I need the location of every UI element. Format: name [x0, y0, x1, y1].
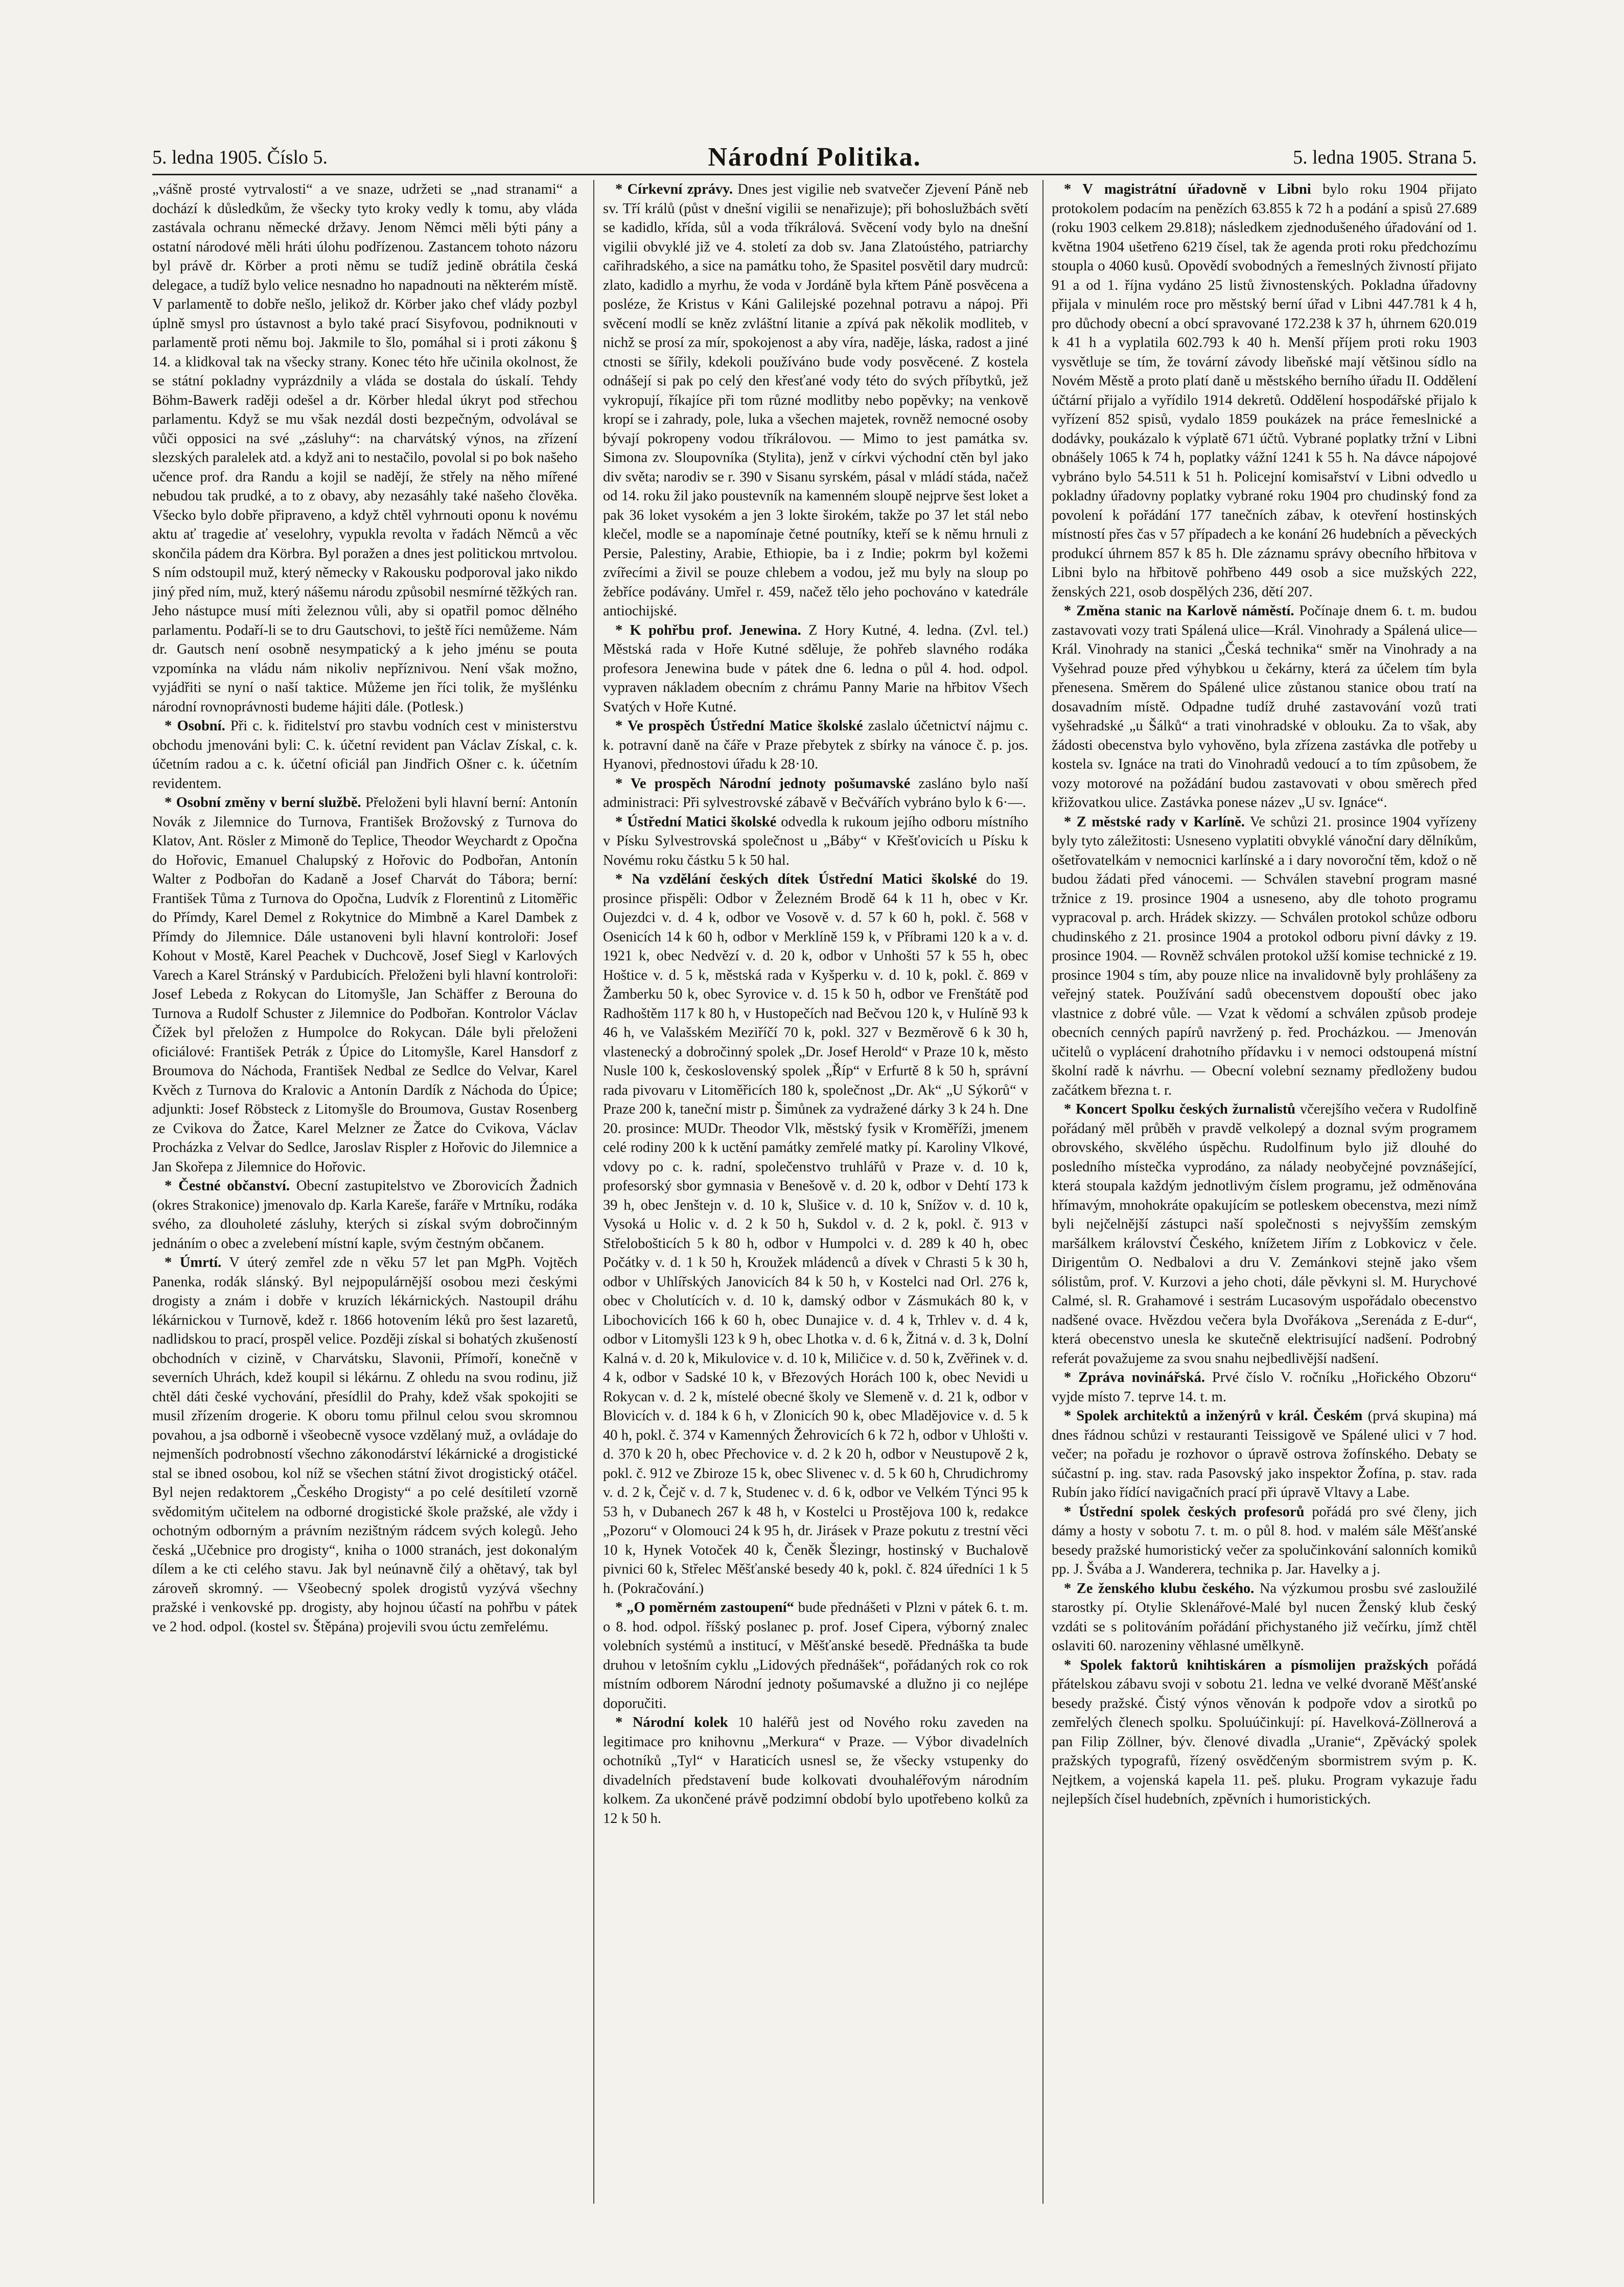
article-headline: * Osobní změny v berní službě. — [165, 795, 361, 811]
article-text: odvedla k rukoum jejího odboru místního v Písku Sylvestrovská společnost u „Báby“ v Křešťovicích u Písku k Novému roku částku 5 k 50 hal. — [603, 814, 1028, 868]
article-paragraph — [1052, 1579, 1477, 1656]
article-paragraph — [603, 1598, 1028, 1713]
article-paragraph — [152, 1176, 577, 1253]
article-text: pořádá přátelskou zábavu svoji v sobotu 21. ledna ve velké dvoraně Měšťanské besedy pražské. Čistý výnos věnován k podpoře vdov a sirotků po zemřelých členech spolku. Spoluúčinkují: pí. Havelková-Zöllnerová a pan Filip Zöllner, býv. členové divadla „Uranie“, Zpěvácký spolek pražských typografů, řízený osvědčeným sbormistrem svým p. K. Nejtkem, a vojenská kapela 11. peš. pluku. Program vykazuje řadu nejlepších čísel hudebních, zpěvních i humoristických. — [1052, 1657, 1477, 1807]
article-text: (prvá skupina) má dnes řádnou schůzi v restauranti Teissigově ve Spálené ulici v 7 hod. večer; na pořadu je rozhovor o úpravě ostrova žofínského. Debaty se súčastní p. ing. stav. rada Pasovský jako inspektor Žofína, p. stav. rada Rubín jako řídící navigačních prací při úpravě Vltavy a Labe. — [1052, 1408, 1477, 1500]
article-headline: * Spolek architektů a inženýrů v král. Českém — [1064, 1408, 1363, 1424]
article-text: Obecní zastupitelstvo ve Zborovicích Žadnich (okres Strakonice) jmenovalo dp. Karla Kareše, faráře v Mrtníku, rodáka svého, za dlouholeté zásluhy, kterých si získal svým dobročinným jednáním o obec a zvelebení místní kaple, svým čestným občanem. — [152, 1178, 577, 1252]
column-2 — [603, 180, 1028, 2199]
article-headline: * „O poměrném zastoupení“ — [615, 1600, 794, 1615]
article-paragraph — [603, 774, 1028, 813]
article-paragraph — [1052, 180, 1477, 602]
article-headline: * V magistrátní úřadovně v Libni — [1064, 181, 1311, 197]
article-paragraph — [603, 180, 1028, 621]
article-paragraph — [603, 870, 1028, 1598]
article-text: zasláno bylo naší administraci: Při sylvestrovské zábavě v Bečvářích vybráno bylo k 6·—. — [603, 775, 1028, 811]
article-headline: * Církevní zprávy. — [615, 181, 733, 197]
header-date-issue: 5. ledna 1905. Číslo 5. — [152, 147, 328, 168]
article-text: Dnes jest vigilie neb svatvečer Zjevení Páně neb sv. Tří králů (půst v dnešní vigilii se nenařizuje); při bohoslužbách světí se kadidlo, křída, sůl a voda tříkrálová. Svěcení vody bylo na dnešní vigilii obvyklé již ve 4. století za dob sv. Jana Zlatoústého, patriarchy cařihradského, a sice na památku toho, že Spasitel posvětil dary mudrců: zlato, kadidlo a myrhu, že voda v Jordáně byla křtem Páně posvěcena a posléze, že Kristus v Káni Galilejské pozehnal potravu a nápoj. Při svěcení modlí se kněz zvláštní litanie a zpívá pak několik modliteb, v nichž se prosí za mír, spokojenost a aby víra, naděje, láska, radost a jiné ctnosti se šířily, kdekoli používáno bude vody posvěcené. Z kostela odnášejí si pak po celý den křesťané vody této do svých příbytků, jež vykropují, říkajíce při tom různé modlitby nebo popěvky; na venkově kropí se i zahrady, pole, luka a všechen majetek, rovněž nemocné osoby bývají pokropeny vodou tříkrálovou. — Mimo to jest památka sv. Simona zv. Sloupovníka (Stylita), jenž v církvi východní ctěn byl jako div světa; narodiv se r. 390 v Sisanu syrském, pásal v mládí stáda, načež od 14. roku žil jako poustevník na kamenném sloupě nejprve šest loket a pak 36 loket vysokém a jen 3 lokte širokém, takže po 37 let stál nebo klečel, modle se a napomínaje četné poutníky, kteří se k němu hrnuli z Persie, Palestiny, Arabie, Ethiopie, ba i z Indie; pokrm byl kožemi zvířecími a živil se pouze chlebem a vodou, jež mu byly na sloup po žebříce podávány. Umřel r. 459, načež tělo jeho pochováno v katedrále antiochijské. — [603, 181, 1028, 619]
article-text: Počínaje dnem 6. t. m. budou zastavovati vozy trati Spálená ulice—Král. Vinohrady a Spálená ulice—Král. Vinohrady na stanici „Česká technika“ směr na Vinohrady a na Vyšehrad pouze před výhybkou u čekárny, která za účelem tím byla přenesena. Směrem do Spálené ulice zůstanou stanice obou tratí na dosavadním místě. Odpadne tudíž druhé zastavování vozů trati vyšehradské „u Šálků“ a trati vinohradské v oblouku. Za to však, aby žádosti obecenstva bylo vyhověno, byla zřízena zastávka dle potřeby u kostela sv. Ignáce na trati do Vinohradů vedoucí a to tím způsobem, že vozy motorové na požádání budou zastavovati v obou směrech před křižovatkou ulice. Zastávka ponese název „U sv. Ignáce“. — [1052, 603, 1477, 811]
article-paragraph — [1052, 1503, 1477, 1579]
article-text: Na výzkumou prosbu své zasloužilé starostky pí. Otylie Sklenářové-Malé byl nucen Ženský klub český vzdáti se s politováním pořádání přichystaného již večírku, jímž chtěl oslaviti 60. narozeniny věhlasné umělkyně. — [1052, 1580, 1477, 1654]
article-paragraph — [603, 813, 1028, 870]
article-paragraph — [152, 180, 577, 717]
article-headline: * K pohřbu prof. Jenewina. — [615, 622, 801, 638]
article-headline: * Čestné občanství. — [165, 1178, 290, 1194]
article-paragraph — [1052, 1100, 1477, 1368]
newspaper-title: Národní Politika. — [708, 143, 921, 172]
article-text: bylo roku 1904 přijato protokolem podacím na penězích 63.855 k 72 h a podání a spisů 27.689 (roku 1903 celkem 29.818); následkem zjednodušeného úřadování od 1. května 1904 ušetřeno 6219 čísel, tak že agenda proti roku předchozímu stoupla o 4060 kusů. Opovědí svobodných a řemeslných živností přijato 91 a od 1. října vydáno 25 listů živnostenských. Pokladna úřadovny přijala v minulém roce pro městský berní úřad v Libni 447.781 k 4 h, pro důchody obecní a obcí spravované 172.238 k 37 h, úhrnem 620.019 k 41 h a vyplatila 602.793 k 40 h. Menší příjem proti roku 1903 vysvětluje se tím, že tovární závody libeňské mají většinou sídlo na Novém Městě a proto platí daně u městského berního úřadu II. Oddělení účtární přijalo a vyřídilo 1914 dekretů. Oddělení hospodářské přijalo k vyřízení 852 spisů, vydalo 1859 poukázek na práce řemeslnické a dodávky, poukázalo k výplatě 671 účtů. Vybrané poplatky tržní v Libni obnášely 1065 k 74 h, poplatky vážní 1241 k 55 h. Na dávce nápojové vybráno bylo 54.511 k 51 h. Policejní komisařství v Libni odvedlo u pokladny úřadovny poplatky vybrané roku 1904 pro chudinský fond za povolení k pořádání 177 tanečních zábav, k otevření hostinských místností přes čas v 57 případech a ke konání 26 hudebních a pěveckých produkcí úhrnem 857 k 85 h. Dle záznamu správy obecního hřbitova v Libni bylo na hřbitově pohřbeno 449 osob a sice mužských 222, ženských 221, osob dospělých 236, dětí 207. — [1052, 181, 1477, 600]
article-text: Z Hory Kutné, 4. ledna. (Zvl. tel.) Městská rada v Hoře Kutné sděluje, že pohřeb slavného rodáka profesora Jenewina bude v pátek dne 6. ledna o půl 4. hod. odpol. vypraven nákladem obecním z chrámu Panny Marie na hřbitov Všech Svatých v Hoře Kutné. — [603, 622, 1028, 715]
column-1 — [152, 180, 577, 2199]
article-text: bude přednášeti v Plzni v pátek 6. t. m. o 8. hod. odpol. říšský poslanec p. prof. Josef Cipera, výborný znalec volebních systémů a institucí, v Měšťanské besedě. Přednáška ta bude druhou v letošním cyklu „Lidových přednášek“, pořádaných rok co rok místním odborem Národní jednoty pošumavské a dlužno ji co nejlépe doporučiti. — [603, 1600, 1028, 1712]
article-paragraph — [603, 717, 1028, 774]
column-divider — [1042, 180, 1043, 2204]
article-paragraph — [1052, 1368, 1477, 1406]
article-headline: * Spolek faktorů knihtiskáren a písmolijen pražských — [1064, 1657, 1429, 1673]
article-headline: * Národní kolek — [615, 1715, 728, 1730]
article-text: Při c. k. řiditelství pro stavbu vodních cest v ministerstvu obchodu jmenováni byli: C. k. účetní revident pan Václav Získal, c. k. účetním radou a c. k. účetní oficiál pan Jindřich Ošner c. k. účetním revidentem. — [152, 718, 577, 792]
article-headline: * Ústřední spolek českých profesorů — [1064, 1504, 1305, 1520]
article-paragraph — [1052, 1656, 1477, 1809]
article-text: Přeloženi byli hlavní berní: Antonín Novák z Jilemnice do Turnova, František Brožovský z Turnova do Klatov, Ant. Rösler z Mimoně do Teplice, Theodor Weychardt z Opočna do Hořovic, Emanuel Chalupský z Hořovic do Podbořan, Antonín Walter z Podbořan do Kadaně a Josef Charvát do Tábora; berní: František Tůma z Turnova do Opočna, Ludvík z Florentinů z Litoměřic do Přímdy, Karel Demel z Rokytnice do Mimbně a Karel Dambek z Přímdy do Jilemnice. Dále ustanoveni byli hlavní kontroloři: Josef Kohout v Mostě, Karel Peachek v Duchcově, Josef Siegl v Karlových Varech a Karel Stránský v Pardubicích. Přeloženi byli hlavní kontroloři: Josef Lebeda z Rokycan do Litomyšle, Jan Schäffer z Berouna do Turnova a Rudolf Schuster z Jilemnice do Podbořan. Kontrolor Václav Čížek byl přeložen z Humpolce do Rokycan. Dále byli přeloženi oficiálové: František Petrák z Úpice do Litomyšle, Karel Hansdorf z Broumova do Náchoda, František Nedbal ze Sedlce do Velvar, Karel Kvěch z Turnova do Kralovic a Antonín Dardík z Náchoda do Úpice; adjunkti: Josef Röbsteck z Litomyšle do Broumova, Gustav Rosenberg ze Cvikova do Žatce, Karel Melzner ze Žatce do Cvikova, Václav Procházka z Velvar do Sedlce, Jaroslav Rispler z Hořovic do Jilemnice a Jan Skořepa z Jilemnice do Hořovic. — [152, 795, 577, 1175]
column-3 — [1052, 180, 1477, 2199]
article-headline: * Ústřední Matici školské — [615, 814, 777, 830]
article-headline: * Osobní. — [165, 718, 225, 734]
article-text: 10 haléřů jest od Nového roku zaveden na legitimace pro knihovnu „Merkura“ v Praze. — Výbor divadelních ochotníků „Tyl“ v Haraticích usnesl se, že všecky vstupenky do divadelních představení bude kolkovati dvouhaléřovým národním kolkem. Za ukončené právě podzimní období bylo upotřebeno kolků za 12 k 50 h. — [603, 1715, 1028, 1827]
article-paragraph — [152, 793, 577, 1176]
article-paragraph — [603, 1713, 1028, 1828]
article-paragraph — [603, 621, 1028, 717]
article-paragraph — [1052, 1406, 1477, 1503]
article-headline: * Z městské rady v Karlíně. — [1064, 814, 1245, 830]
article-text: Prvé číslo V. ročníku „Hořického Obzoru“ vyjde místo 7. teprve 14. t. m. — [1052, 1370, 1477, 1405]
article-paragraph — [1052, 813, 1477, 1100]
article-headline: * Na vzdělání českých dítek Ústřední Matici školské — [615, 871, 977, 887]
article-headline: * Zpráva novinářská. — [1064, 1370, 1205, 1385]
article-text: V úterý zemřel zde n věku 57 let pan MgPh. Vojtěch Panenka, rodák slánský. Byl nejpopulárnější osobou mezi českými drogisty a znám i dobře v kruzích lékárnických. Nastoupil dráhu lékárnickou v Turnově, kdež r. 1866 hotovením léků pro šest lazaretů, nadlidskou to prací, prospěl velice. Později získal si bohatých zkušeností obchodních v cizině, v Charvátsku, Slavonii, Přímoří, konečně v severních Uhrách, kdež koupil si lékárnu. Z ohledu na svou rodinu, již chtěl dáti české vychování, přesídlil do Prahy, kdež však spokojiti se musil zřízením drogerie. K oboru tomu přilnul celou svou skromnou povahou, a jsa odborně i všeobecně vysoce vzdělaný muž, a ovládaje do nejmenších podrobností všechno zákonodárství lékárnické a drogistické stal se ibned osobou, kol níž se všechen státní život drogistický otáčel. Byl nejen redaktorem „Českého Drogisty“ a po celé desítiletí vzorně svědomitým učitelem na odborné drogistické škole pražské, ale vždy i ochotným odborným a právním nezištným rádcem svých kolegů. Jeho česká „Učebnice pro drogisty“, kniha o 1000 stranách, jest dokonalým dílem a ke cti celého stavu. Jak byl neúnavně čilý a ohětavý, tak byl zároveň skromný. — Všeobecný spolek drogistů vyzývá všechny pražské i venkovské pp. drogisty, aby hojnou účastí na pohřbu v pátek ve 2 hod. odpol. (kostel sv. Štěpána) projevili svou úctu zemřelému. — [152, 1255, 577, 1635]
article-headline: * Změna stanic na Karlově náměstí. — [1064, 603, 1294, 619]
article-headline: * Úmrtí. — [165, 1255, 222, 1270]
column-divider — [593, 180, 594, 2204]
article-text: pořádá pro své členy, jich dámy a hosty v sobotu 7. t. m. o půl 8. hod. v malém sále Měšťanské besedy pražské humoristický večer za spolučinkování salonních komiků pp. J. Švába a J. Wanderera, technika p. Jar. Havelky a j. — [1052, 1504, 1477, 1577]
article-text: zaslalo účetnictví nájmu c. k. potravní daně na čáře v Praze přebytek z sbírky na vánoce č. p. jos. Hyanovi, přednostovi úřadu k 28·10. — [603, 718, 1028, 772]
article-text: „vášně prosté vytrvalosti“ a ve snaze, udržeti se „nad stranami“ a dochází k důsledkům, že všecky tyto kroky vedly k tomu, aby vláda zastávala ochranu německé državy. Jenom Němci měli býti pány a ostatní národové měli hráti úlohu podřízenou. Zastancem tohoto názoru byl právě dr. Körber a proti němu se tudíž jedině obrátila česká delegace, a tudíž bylo velice nesnadno ho napadnouti na některém místě. V parlamentě to dobře nešlo, jelikož dr. Körber jako chef vlády pozbyl úplně smysl pro ústavnost a bylo také prací Sisyfovou, podniknouti v parlamentě proti němu boj. Jakmile to šlo, pomáhal si i proti zákonu § 14. a klidkoval tak na všecky strany. Konec této hře učinila okolnost, že se státní pokladny vyprázdnily a vláda se dostala do úskalí. Tehdy Böhm-Bawerk raději odešel a dr. Körber hledal úkryt pod střechou parlamentu. Když se mu však nezdál dosti bezpečným, odvolával se vůči opposici na své „zásluhy“: na charvátský výnos, na zřízení slezských paralelek atd. a když ani to nestačilo, povolal si po bok našeho učence prof. dra Randu a kojil se nadějí, že střely na něho mířené nebudou tak prudké, a to z obavy, aby nezasáhly také našeho člověka. Všecko bylo dobře připraveno, a když chtěl vyhrnouti oponu k novému aktu ať tragedie ať veselohry, vypukla revolta v řadách Němců a věc skončila pádem dra Körbra. Byl poražen a dnes jest politickou mrtvolou. S ním odstoupil muž, který německy v Rakousku podporoval jako nikdo jiný před ním, muž, který nášemu národu způsobil nesmírné těžkých ran. Jeho nástupce musí míti železnou vůli, aby si opatřil pomoc dělného parlamentu. Podaří-li se to dru Gautschovi, to ještě říci nemůžeme. Nám dr. Gautsch není osobně nesympatický a k jeho jménu se pouta vzpomínka na vládu nám nikoliv nepříznivou. Není však možno, vyjádřiti se nyní o naší taktice. Můžeme jen říci tolik, že myšlénku národní rovnoprávnosti budeme hájiti dále. (Potlesk.) — [152, 181, 577, 715]
article-paragraph — [152, 1253, 577, 1636]
header-rule — [152, 174, 1477, 175]
header-date-page: 5. ledna 1905. Strana 5. — [1293, 147, 1477, 168]
article-paragraph — [152, 717, 577, 793]
page-header — [152, 142, 1477, 172]
article-text: Ve schůzi 21. prosince 1904 vyřízeny byly tyto záležitosti: Usneseno vyplatiti obvyklé vánoční dary dělníkům, ošetřovatelkám v nemocnici karlínské a i dary novoroční těm, kdož o ně budou žádati před vánocemi. — Schválen stavební program masné tržnice z 19. prosince 1904 a usneseno, aby dle tohoto programu vypracoval p. arch. Hrádek skizzy. — Schválen protokol schůze odboru chudinského z 21. prosince 1904 a protokol odboru pivní dávky z 19. prosince 1904. — Rovněž schválen protokol užší komise technické z 19. prosince 1904 s tím, aby pouze nlice na invalidovně byly prohlášeny za veřejný statek. Používání sadů obecenstvem dopouští obec jako vlastnice z dobré vůle. — Vzat k vědomí a schválen způsob prodeje obecních cenných papírů navržený p. řed. Procházkou. — Jmenován učitelů o vyplácení drahotního přídavku i v nemoci odstoupená místní školní radě k návrhu. — Obecní volební seznamy předloženy budou začátkem března t. r. — [1052, 814, 1477, 1098]
article-paragraph — [1052, 602, 1477, 813]
article-text: včerejšího večera v Rudolfině pořádaný měl průběh v pravdě velkolepý a doznal svým programem obrovského, skvělého úspěchu. Rudolfinum bylo již dlouhé do posledního místečka vyprodáno, za nálady neobyčejné povznášející, která stoupala každým jednotlivým číslem programu, jež odměnována hřímavým, mnohokráte opakujícím se potleskem obecenstva, mezi nímž byli nejčelnější zástupci naší společnosti s nejvyšším zemským maršálkem království Českého, knížetem Jiřím z Lobkovicz v čele. Dirigentům O. Nedbalovi a dru V. Zemánkovi stejně jako všem sólistům, prof. V. Kurzovi a jeho choti, dále pěvkyni sl. M. Hurychové Calmé, sl. R. Grahamové i sestrám Lucasovým uspořádalo obecenstvo nadšené ovace. Hvězdou večera byla Dvořákova „Serenáda z E-dur“, která obecenstvo unesla ke skutečně elektrisující nadšení. Podrobný referát považujeme za svou snahu nejbedlivější nadšení. — [1052, 1101, 1477, 1367]
article-headline: * Ze ženského klubu českého. — [1064, 1580, 1255, 1597]
article-headline: * Ve prospěch Ústřední Matice školské — [615, 718, 863, 734]
article-headline: * Ve prospěch Národní jednoty pošumavské — [615, 775, 911, 792]
article-headline: * Koncert Spolku českých žurnalistů — [1064, 1101, 1296, 1117]
article-text: do 19. prosince přispěli: Odbor v Železném Brodě 64 k 11 h, obec v Kr. Oujezdci v. d. 4 k, odbor ve Vosově v. d. 57 k 60 h, pokl. č. 568 v Osenicích 14 k 60 h, odbor v Merklíně 159 k, v Příbrami 120 k a v. d. 1921 k, obec Nedvězí v. d. 20 k, odbor v Unhošti 57 k 55 h, obec Hoštice v. d. 5 k, městská rada v Kyšperku v. d. 10 k, pokl. č. 869 v Žamberku 50 k, obec Syrovice v. d. 15 k 50 h, odbor ve Frenštátě pod Radhoštěm 117 k 80 h, v Hustopečích nad Bečvou 120 k, v Hulíně 93 k 46 h, ve Valašském Meziříčí 70 k, pokl. 327 v Bezměrově 6 k 30 h, vlastenecký a dobročinný spolek „Dr. Josef Herold“ v Praze 10 k, město Nusle 100 k, československý spolek „Říp“ v Erfurtě 8 k 50 h, správní rada pivovaru v Litoměřicích 180 k, společnost „Dr. Ak“ „U Sýkorů“ v Praze 200 k, taneční mistr p. Šimůnek za vydražené dárky 3 k 24 h. Dne 20. prosince: MUDr. Theodor Vlk, městský fysik v Kroměříži, jmenem celé rodiny 200 k k uctění památky zemřelé matky pí. Karoliny Vlkové, vdovy po c. k. radní, společenstvo truhlářů v Praze v. d. 10 k, profesorský sbor gymnasia v Benešově v. d. 20 k, odbor v Dehtí 173 k 39 h, obec Jenštejn v. d. 10 k, Slušice v. d. 10 k, Snížov v. d. 10 k, Vysoká u Holic v. d. 2 k 50 h, Sukdol v. d. 2 k, pokl. č. 913 v Střelobošticích 5 k 80 h, odbor v Humpolci v. d. 289 k 40 h, obec Počátky v. d. 1 k 50 h, Kroužek mládenců a dívek v Chrasti 5 k 30 h, odbor v Uhlířských Janovicích 84 k 50 h, v Kostelci nad Orl. 276 k, obec v Cholutících v. d. 10 k, damský odbor v Zásmukách 80 k, v Libochovicích 166 k 60 h, obec Dunajice v. d. 4 k, Trhlev v. d. 4 k, odbor v Litomyšli 123 k 9 h, obec Lhotka v. d. 6 k, Žitná v. d. 3 k, Dolní Kalná v. d. 20 k, Mikulovice v. d. 10 k, Miličice v. d. 50 k, Zvěřinek v. d. 4 k, odbor v Sadské 10 k, v Březových Horách 100 k, obec Nevidi u Rokycan v. d. 2 k, místelé obecné školy ve Slemeně v. d. 21 k, odbor v Blovicích v. d. 184 k 6 h, v Zlonicích 90 k, obec Mladějovice v. d. 5 k 40 h, pokl. č. 374 v Kamenných Žehrovicích 6 k 72 h, odbor v Uhlošti v. d. 370 k 20 h, obec Přechovice v. d. 2 k 20 h, odbor v Neustupově 2 k, pokl. č. 912 ve Zbiroze 15 k, obec Slivenec v. d. 5 k 60 h, Chrudichromy v. d. 2 k, Čejč v. d. 7 k, Studenec v. d. 6 k, odbor ve Velkém Týnci 95 k 53 h, v Dubanech 267 k 48 h, v Kostelci u Prostějova 100 k, redakce „Pozoru“ v Olomouci 24 k 95 h, dr. Jirásek v Praze pokutu z trestní věci 10 k, Hynek Votoček 40 k, Čeněk Šlezingr, hostinský v Buchalově pivnici 60 k, Střelec Měšťanské besedy 40 k, pokl. č. 824 úředníci 1 k 5 h. (Pokračování.) — [603, 871, 1028, 1597]
